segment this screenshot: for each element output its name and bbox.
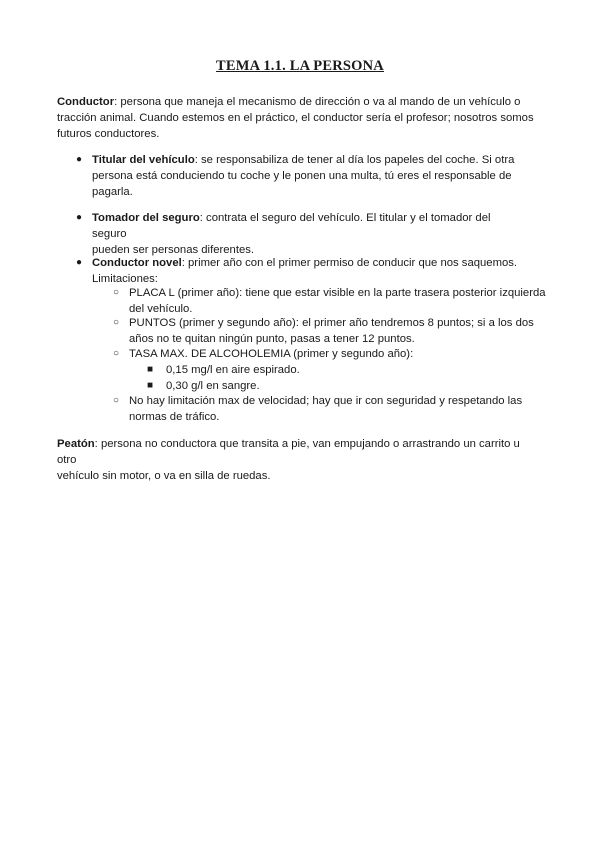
velocidad-text-1: No hay limitación max de velocidad; hay que ir con seguridad y respetando las — [129, 395, 523, 407]
novel-item — [92, 255, 522, 287]
aire-text: 0,15 mg/l en aire espirado. — [166, 364, 300, 376]
peaton-term: Peatón — [57, 438, 95, 450]
conductor-text-1: : persona que maneja el mecanismo de dirección o va al mando de un vehículo o — [114, 96, 521, 108]
conductor-text-2: tracción animal. Cuando estemos en el práctico, el conductor sería el profesor; nosotros somos — [57, 112, 534, 124]
titular-text-2: persona está conduciendo tu coche y le ponen una multa, tú eres el responsable de — [92, 170, 512, 182]
square-bullet-icon: ■ — [147, 380, 154, 391]
peaton-text-1: : persona no conductora que transita a pie, van empujando o arrastrando un carrito u otro — [57, 438, 520, 466]
aire-item — [166, 362, 546, 378]
tomador-text-1: : contrata el seguro del vehículo. El titular y el tomador del seguro — [92, 212, 491, 240]
titular-text-3: pagarla. — [92, 186, 133, 198]
titular-item — [92, 152, 522, 200]
sangre-item — [166, 378, 546, 394]
bullet-icon: ● — [76, 257, 83, 268]
titular-text-1: : se responsabiliza de tener al día los papeles del coche. Si otra — [194, 154, 515, 166]
tomador-item — [92, 210, 522, 258]
conductor-paragraph — [57, 94, 537, 142]
square-bullet-icon: ■ — [147, 364, 154, 375]
conductor-text-3: futuros conductores. — [57, 128, 160, 140]
circle-bullet-icon: ○ — [113, 395, 120, 406]
placa-text-2: del vehículo. — [129, 303, 193, 315]
novel-term: Conductor novel — [92, 257, 182, 269]
puntos-item — [129, 315, 549, 347]
circle-bullet-icon: ○ — [113, 287, 120, 298]
placa-text-1: PLACA L (primer año): tiene que estar visible en la parte trasera posterior izquierda — [129, 287, 546, 299]
puntos-text-2: años no te quitan ningún punto, pasas a tener 12 puntos. — [129, 333, 415, 345]
placa-item — [129, 285, 549, 317]
tasa-item — [129, 346, 549, 362]
titular-term: Titular del vehículo — [92, 154, 195, 166]
velocidad-item — [129, 393, 549, 425]
circle-bullet-icon: ○ — [113, 348, 120, 359]
peaton-paragraph — [57, 436, 537, 484]
circle-bullet-icon: ○ — [113, 317, 120, 328]
sangre-text: 0,30 g/l en sangre. — [166, 380, 260, 392]
tomador-term: Tomador del seguro — [92, 212, 200, 224]
tasa-text: TASA MAX. DE ALCOHOLEMIA (primer y segundo año): — [129, 348, 414, 360]
page-title: TEMA 1.1. LA PERSONA — [216, 58, 384, 74]
bullet-icon: ● — [76, 212, 83, 223]
puntos-text-1: PUNTOS (primer y segundo año): el primer año tendremos 8 puntos; si a los dos — [129, 317, 534, 329]
velocidad-text-2: normas de tráfico. — [129, 411, 220, 423]
peaton-text-2: vehículo sin motor, o va en silla de ruedas. — [57, 470, 271, 482]
novel-text-1: : primer año con el primer permiso de conducir que nos saquemos. — [181, 257, 518, 269]
conductor-term: Conductor — [57, 96, 115, 108]
novel-text-2: Limitaciones: — [92, 273, 158, 285]
tomador-text-2: pueden ser personas diferentes. — [92, 244, 255, 256]
bullet-icon: ● — [76, 154, 83, 165]
